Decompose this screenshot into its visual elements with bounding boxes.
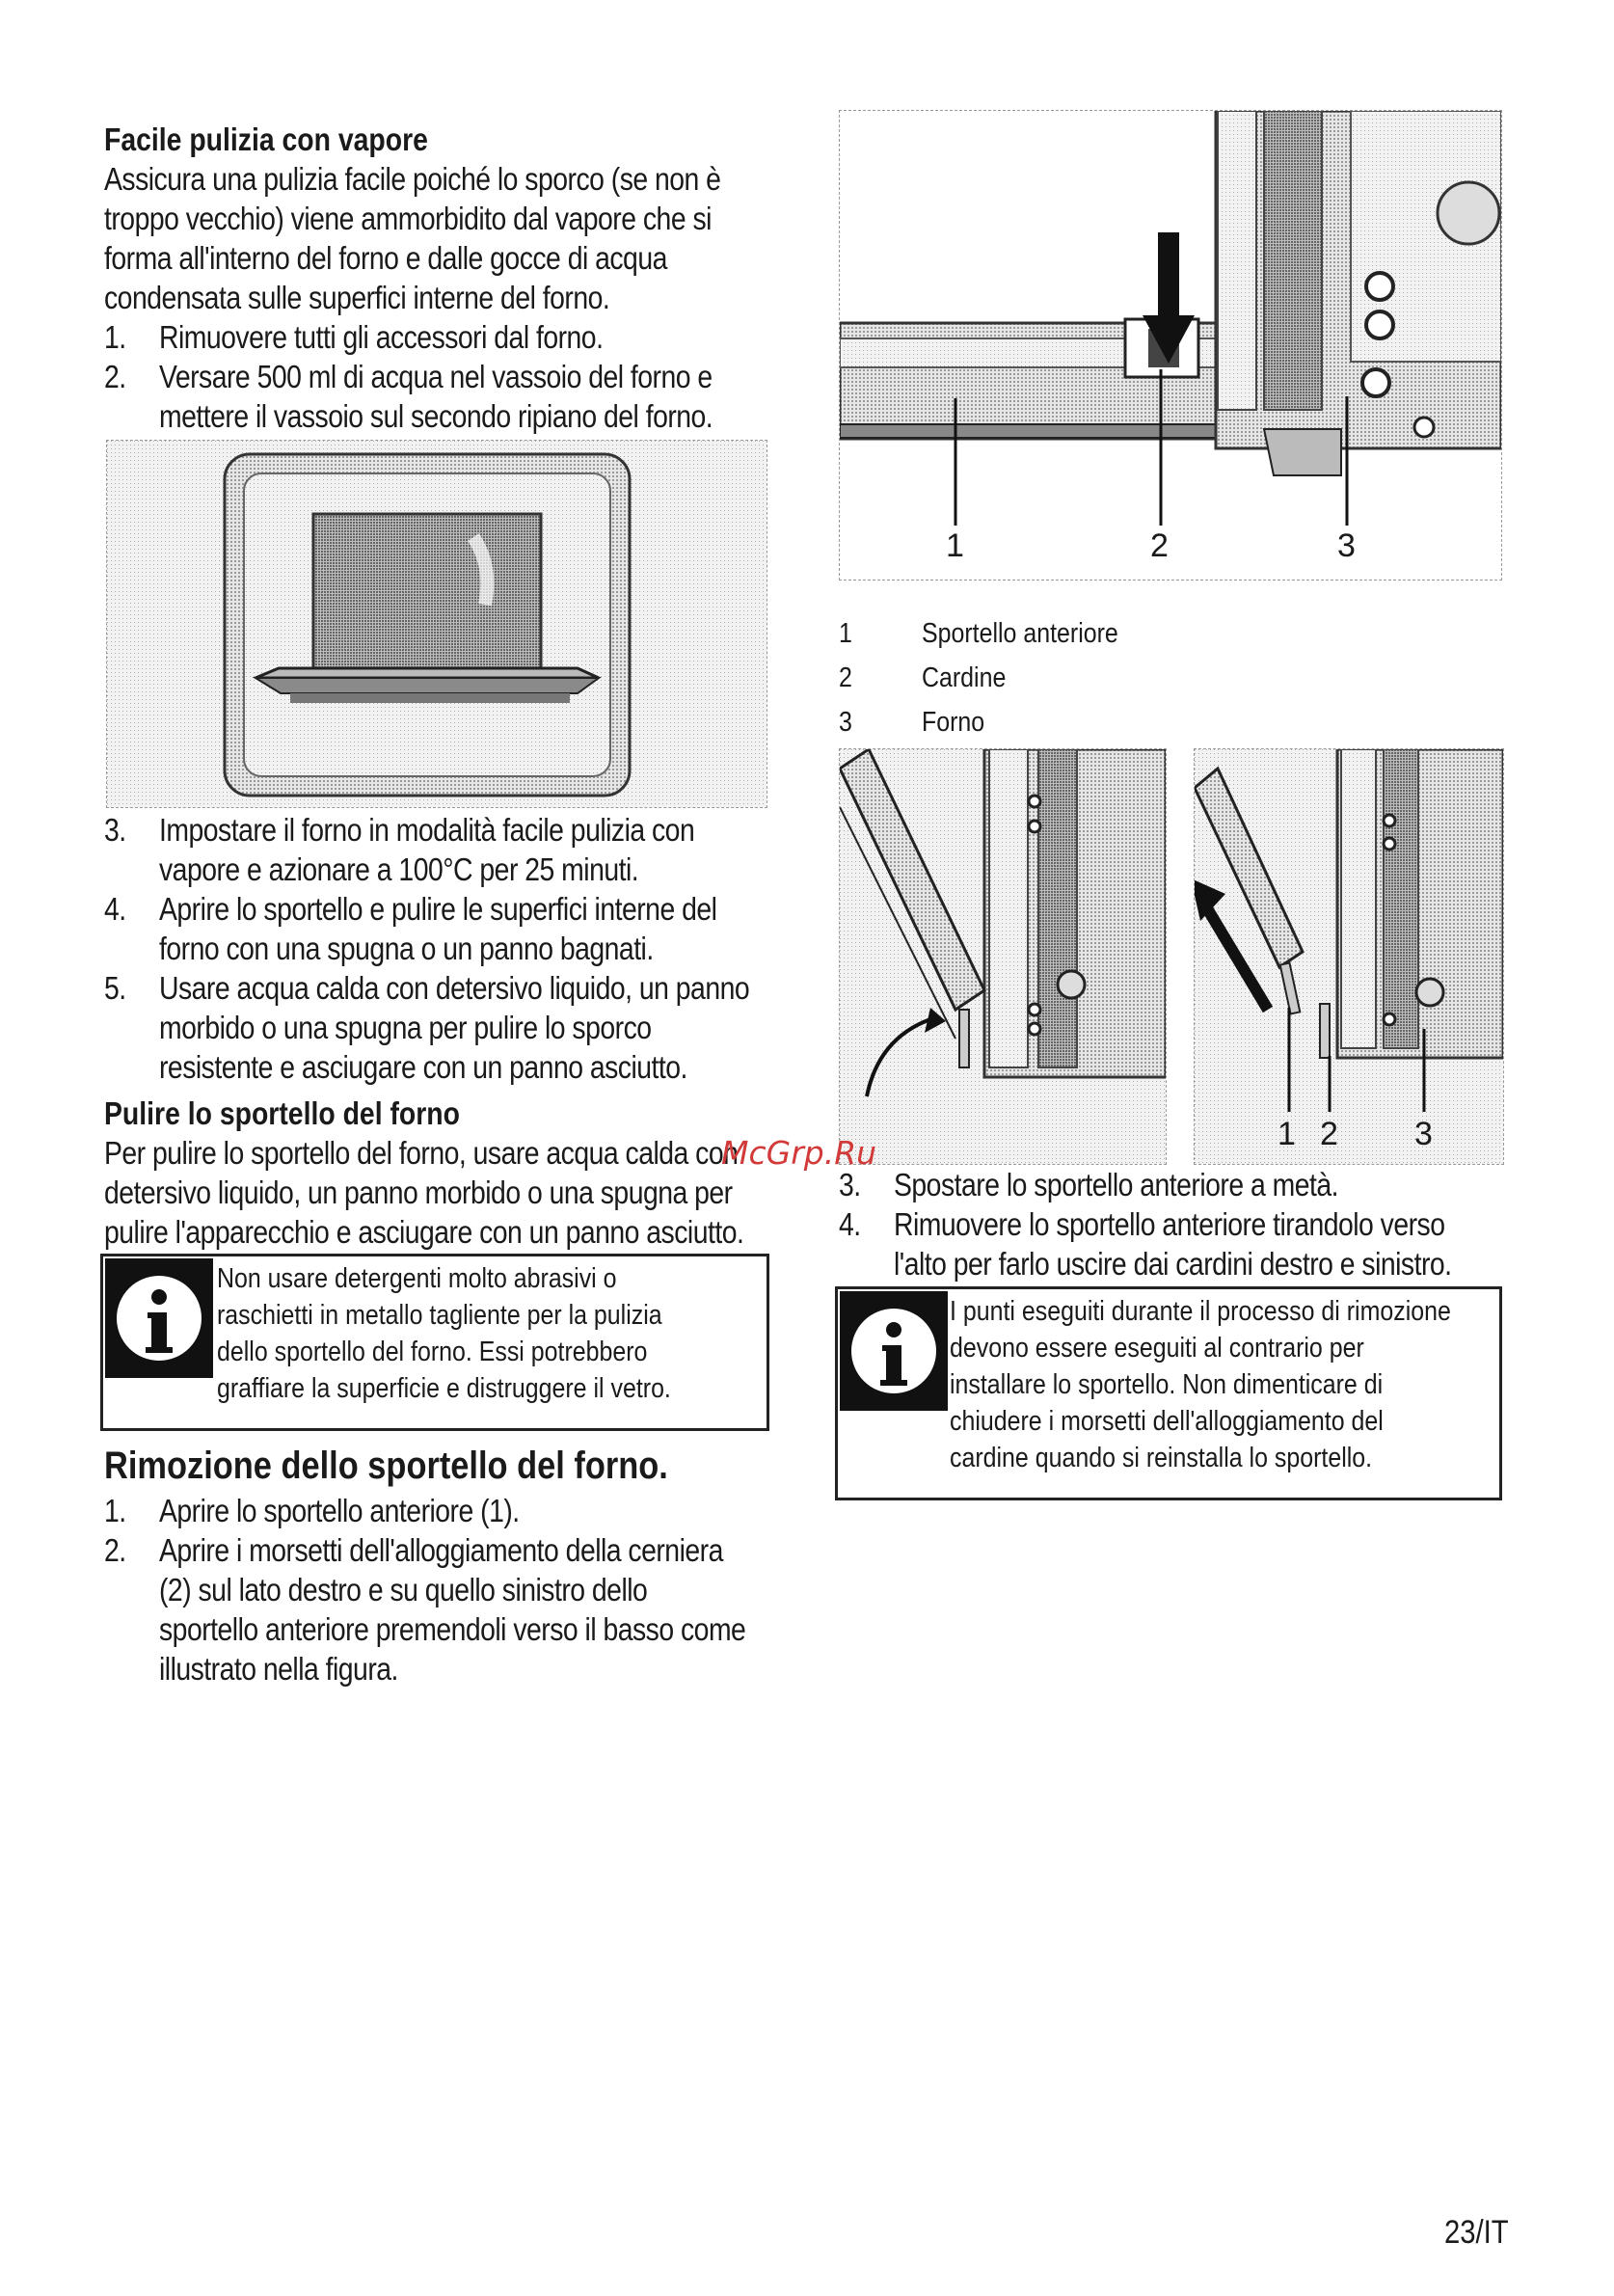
legend-label: Cardine (922, 662, 1007, 693)
note-line: dello sportello del forno. Essi potrebbero (217, 1337, 648, 1367)
list-text: Versare 500 ml di acqua nel vassoio del forno e (159, 359, 713, 394)
info-icon (840, 1291, 948, 1411)
list-text: Rimuovere lo sportello anteriore tirandolo verso (894, 1206, 1445, 1242)
list-text: Impostare il forno in modalità facile pulizia con (159, 812, 695, 848)
list-number: 2. (104, 359, 126, 394)
paragraph-line: condensata sulle superfici interne del forno. (104, 280, 610, 315)
list-text: forno con una spugna o un panno bagnati. (159, 931, 654, 966)
legend-label: Forno (922, 707, 985, 738)
legend-label: Sportello anteriore (922, 618, 1118, 649)
callout-label: 3 (1337, 527, 1356, 564)
info-note (100, 1254, 769, 1431)
note-line: Non usare detergenti molto abrasivi o (217, 1263, 617, 1294)
paragraph-line: troppo vecchio) viene ammorbidito dal vapore che si (104, 201, 712, 236)
legend-number: 1 (839, 618, 852, 649)
door-removal-heading: Rimozione dello sportello del forno. (104, 1445, 668, 1487)
door-half-open-figure (839, 748, 1167, 1165)
page-number: 23/IT (1444, 2214, 1509, 2251)
note-line: devono essere eseguiti al contrario per (950, 1333, 1364, 1364)
callout-label: 2 (1320, 1116, 1338, 1152)
door-removal-illustration (1195, 749, 1503, 1164)
note-line: raschietti in metallo tagliente per la pulizia (217, 1300, 662, 1331)
list-text: Rimuovere tutti gli accessori dal forno. (159, 319, 604, 355)
list-text: (2) sul lato destro e su quello sinistro dello (159, 1572, 648, 1607)
list-text: mettere il vassoio sul secondo ripiano del forno. (159, 398, 713, 434)
list-text: Aprire lo sportello anteriore (1). (159, 1493, 520, 1528)
note-line: graffiare la superficie e distruggere il vetro. (217, 1373, 671, 1404)
list-number: 4. (104, 891, 126, 927)
list-number: 3. (104, 812, 126, 848)
list-text: l'alto per farlo uscire dai cardini destro e sinistro. (894, 1246, 1452, 1282)
hinge-illustration (840, 111, 1501, 580)
door-half-open-illustration (840, 749, 1166, 1164)
list-number: 1. (104, 1493, 126, 1528)
callout-label: 1 (946, 527, 964, 564)
steam-heading: Facile pulizia con vapore (104, 122, 428, 157)
oven-tray-figure (106, 440, 767, 808)
list-number: 5. (104, 970, 126, 1006)
oven-tray-illustration (107, 441, 767, 807)
list-text: Usare acqua calda con detersivo liquido, un panno (159, 970, 750, 1006)
info-icon (105, 1258, 213, 1378)
list-number: 2. (104, 1532, 126, 1568)
watermark: McGrp.Ru (721, 1134, 877, 1172)
paragraph-line: forma all'interno del forno e dalle gocce di acqua (104, 240, 667, 276)
steam-paragraph (104, 159, 821, 317)
list-number: 3. (839, 1167, 861, 1202)
note-line: I punti eseguiti durante il processo di rimozione (950, 1296, 1451, 1327)
list-text: resistente e asciugare con un panno asciutto. (159, 1049, 687, 1085)
list-text: vapore e azionare a 100°C per 25 minuti. (159, 851, 639, 887)
note-line: installare lo sportello. Non dimenticare di (950, 1369, 1384, 1400)
paragraph-line: Per pulire lo sportello del forno, usare acqua calda con (104, 1135, 739, 1171)
door-cleaning-heading: Pulire lo sportello del forno (104, 1095, 460, 1131)
legend-number: 2 (839, 662, 852, 693)
note-line: chiudere i morsetti dell'alloggiamento del (950, 1406, 1384, 1437)
list-text: morbido o una spugna per pulire lo sporco (159, 1010, 652, 1045)
list-text: illustrato nella figura. (159, 1651, 398, 1687)
paragraph-line: detersivo liquido, un panno morbido o una spugna per (104, 1175, 733, 1210)
note-line: cardine quando si reinstalla lo sportello. (950, 1443, 1373, 1473)
paragraph-line: Assicura una pulizia facile poiché lo sporco (se non è (104, 161, 721, 197)
callout-label: 3 (1414, 1116, 1433, 1152)
info-note (835, 1286, 1502, 1500)
list-text: sportello anteriore premendoli verso il basso come (159, 1611, 746, 1647)
paragraph-line: pulire l'apparecchio e asciugare con un panno asciutto. (104, 1214, 744, 1250)
list-text: Spostare lo sportello anteriore a metà. (894, 1167, 1339, 1202)
callout-label: 2 (1150, 527, 1169, 564)
list-text: Aprire i morsetti dell'alloggiamento della cerniera (159, 1532, 723, 1568)
callout-label: 1 (1278, 1116, 1296, 1152)
legend-number: 3 (839, 707, 852, 738)
list-number: 4. (839, 1206, 861, 1242)
hinge-figure (839, 110, 1502, 581)
door-removal-figure (1194, 748, 1504, 1165)
list-number: 1. (104, 319, 126, 355)
list-text: Aprire lo sportello e pulire le superfici interne del (159, 891, 717, 927)
